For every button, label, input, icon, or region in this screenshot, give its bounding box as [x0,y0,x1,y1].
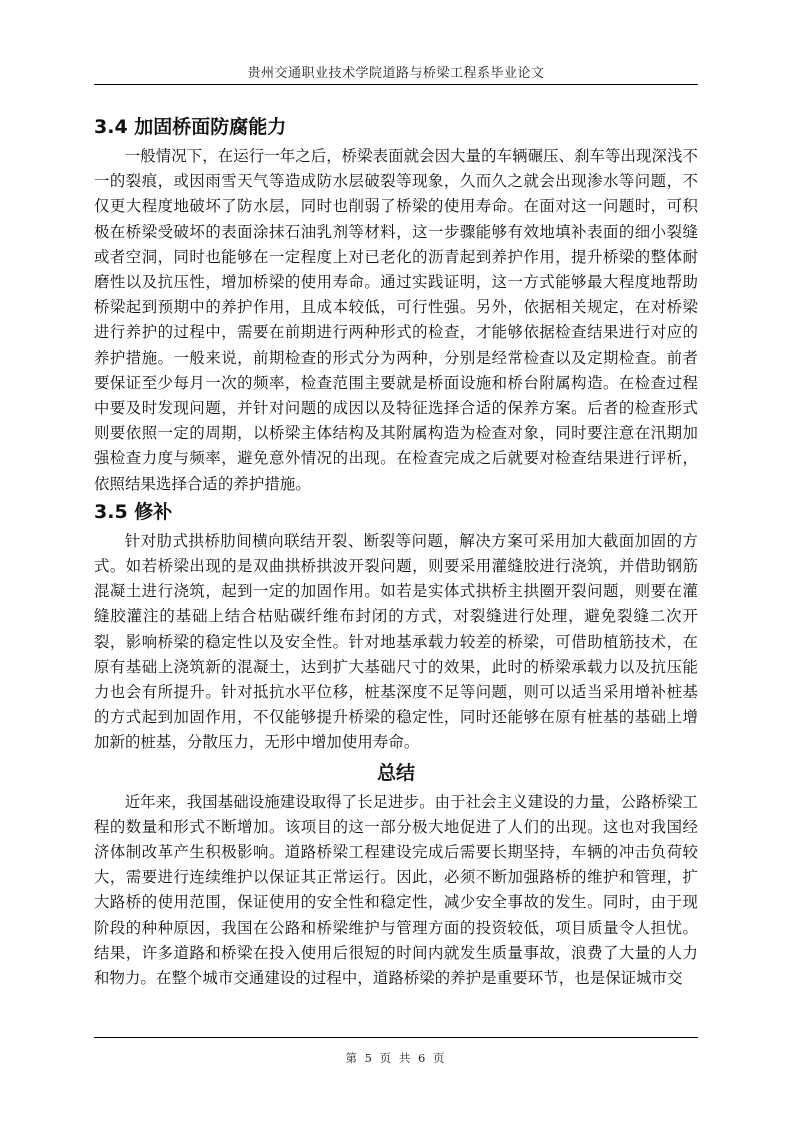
header-divider [94,84,698,85]
section-heading-3-4: 3.4 加固桥面防腐能力 [94,116,287,138]
running-header: 贵州交通职业技术学院道路与桥梁工程系毕业论文 [247,66,545,81]
section-heading-3-5: 3.5 修补 [94,500,173,523]
document-body [94,112,698,991]
footer-divider [94,1037,698,1038]
summary-paragraph: 近年来，我国基础设施建设取得了长足进步。由于社会主义建设的力量，公路桥梁工程的数量和形式不断增加。该项目的这一部分极大地促进了人们的出现。这也对我国经济体制改革产生积极影响。道路桥梁工程建设完成后需要长期坚持，车辆的冲击负荷较大，需要进行连续维护以保证其正常运行。因此，必须不断加强路桥的维护和管理，扩大路桥的使用范围，保证使用的安全性和稳定性，减少安全事故的发生。同时，由于现阶段的种种原因，我国在公路和桥梁维护与管理方面的投资较低，项目质量令人担忧。结果，许多道路和桥梁在投入使用后很短的时间内就发生质量事故，浪费了大量的人力和物力。在整个城市交通建设的过程中，道路桥梁的养护是重要环节，也是保证城市交 [94,792,698,988]
page-number: 第 5 页 共 6 页 [345,1051,447,1065]
section-paragraph-3-5: 针对肋式拱桥肋间横向联结开裂、断裂等问题，解决方案可采用加大截面加固的方式。如若桥梁出现的是双曲拱桥拱波开裂问题，则要采用灌缝胶进行浇筑，并借助钢筋混凝土进行浇筑，起到一定的加固作用。如若是实体式拱桥主拱圈开裂问题，则要在灌缝胶灌注的基础上结合枯贴碳纤维布封闭的方式，对裂缝进行处理，避免裂缝二次开裂，影响桥梁的稳定性以及安全性。针对地基承载力较差的桥梁，可借助植筋技术，在原有基础上浇筑新的混凝土，达到扩大基础尺寸的效果，此时的桥梁承载力以及抗压能力也会有所提升。针对抵抗水平位移，桩基深度不足等问题，则可以适当采用增补桩基的方式起到加固作用，不仅能够提升桥梁的稳定性，同时还能够在原有桩基的基础上增加新的桩基，分散压力，无形中增加使用寿命。 [94,531,698,752]
section-paragraph-3-4: 一般情况下，在运行一年之后，桥梁表面就会因大量的车辆碾压、刹车等出现深浅不一的裂痕，或因雨雪天气等造成防水层破裂等现象，久而久之就会出现渗水等问题，不仅更大程度地破坏了防水层，同时也削弱了桥梁的使用寿命。在面对这一问题时，可积极在桥梁受破坏的表面涂抹石油乳剂等材料，这一步骤能够有效地填补表面的细小裂缝或者空洞，同时也能够在一定程度上对已老化的沥青起到养护作用，提升桥梁的整体耐磨性以及抗压性，增加桥梁的使用寿命。通过实践证明，这一方式能够最大程度地帮助桥梁起到预期中的养护作用，且成本较低，可行性强。另外，依据相关规定，在对桥梁进行养护的过程中，需要在前期进行两种形式的检查，才能够依据检查结果进行对应的养护措施。一般来说，前期检查的形式分为两种，分别是经常检查以及定期检查。前者要保证至少每月一次的频率，检查范围主要就是桥面设施和桥台附属构造。在检查过程中要及时发现问题，并针对问题的成因以及特征选择合适的保养方案。后者的检查形式则要依照一定的周期，以桥梁主体结构及其附属构造为检查对象，同时要注意在汛期加强检查力度与频率，避免意外情况的出现。在检查完成之后就要对检查结果进行评析，依照结果选择合适的养护措施。 [94,147,698,493]
summary-heading: 总结 [376,761,415,784]
